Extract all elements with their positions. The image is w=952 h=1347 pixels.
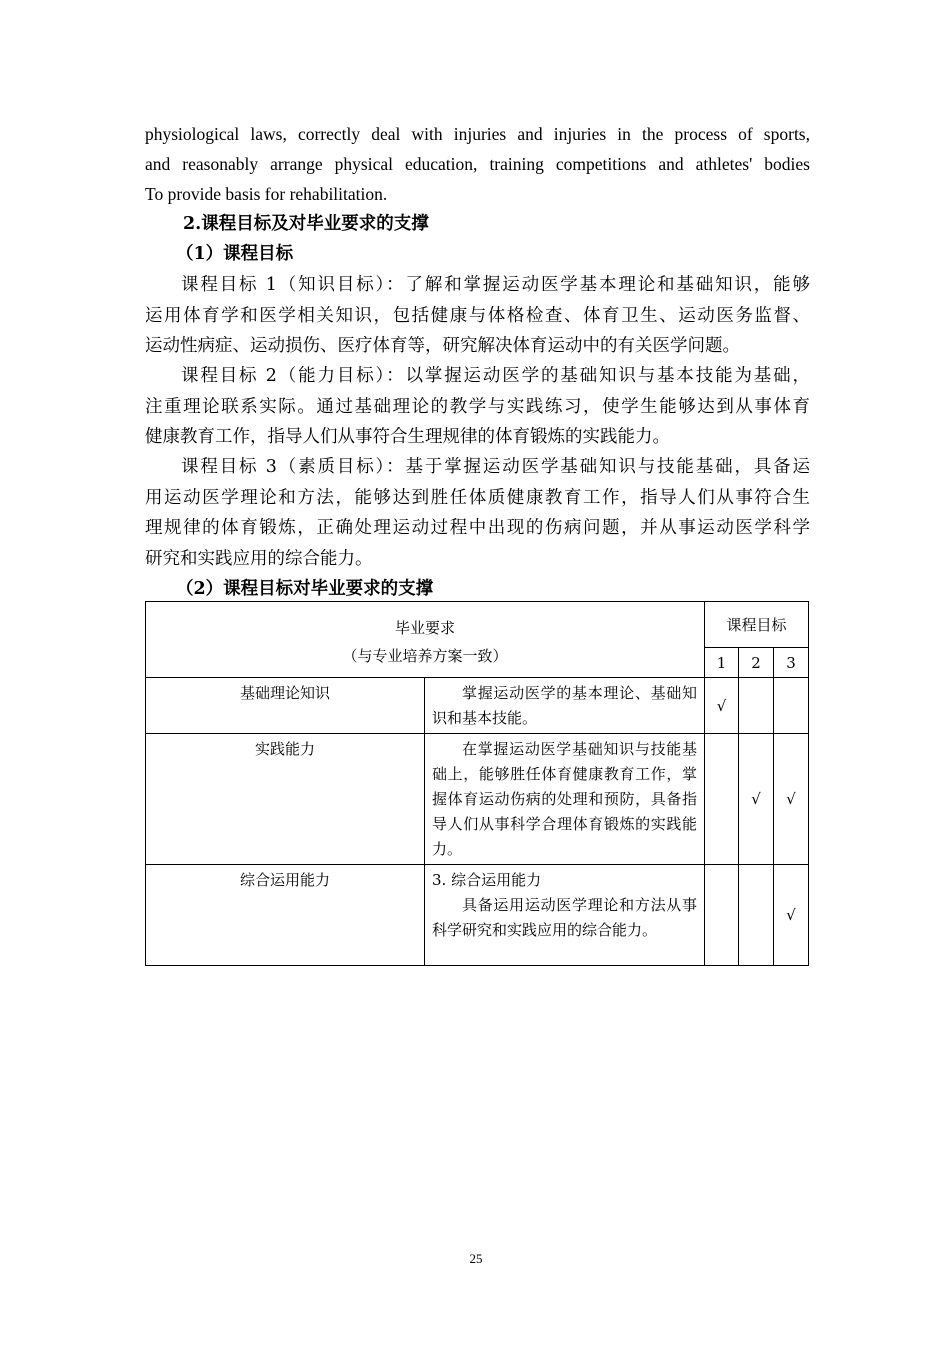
check-mark: √: [739, 734, 774, 865]
requirement-desc: 在掌握运动医学基础知识与技能基础上，能够胜任体育健康教育工作，掌握体育运动伤病的处理和预防，具备指导人们从事科学合理体育锻炼的实践能力。: [432, 740, 698, 858]
table-row: [146, 734, 809, 865]
req-header-note: （与专业培养方案一致）: [342, 647, 508, 665]
req-header: 毕业要求: [395, 619, 456, 637]
section-heading: 2.课程目标及对毕业要求的支撑: [183, 214, 429, 234]
goal-header: 课程目标: [705, 602, 809, 648]
check-mark: [705, 865, 739, 966]
goal-2-paragraph: [145, 361, 810, 453]
table-row: [146, 865, 809, 966]
english-paragraph: [145, 119, 810, 209]
goal-1-paragraph: [145, 270, 810, 362]
goal-1-line: 运用体育学和医学相关知识，包括健康与体格检查、体育卫生、运动医务监督、: [145, 305, 810, 326]
requirement-desc: 具备运用运动医学理论和方法从事科学研究和实践应用的综合能力。: [432, 896, 698, 939]
req-header-cell: [146, 602, 705, 678]
check-mark: √: [774, 734, 809, 865]
requirement-name: 基础理论知识: [146, 678, 425, 734]
goal-number: 2: [739, 648, 774, 678]
goal-2-line: 健康教育工作，指导人们从事符合生理规律的体育锻炼的实践能力。: [145, 427, 670, 447]
check-mark: √: [705, 678, 739, 734]
goal-3-line: 研究和实践应用的综合能力。: [145, 548, 373, 569]
goal-1-line: 运动性病症、运动损伤、医疗体育等，研究解决体育运动中的有关医学问题。: [145, 336, 740, 356]
requirement-desc-cell: [425, 734, 705, 865]
goal-2-line: 注重理论联系实际。通过基础理论的教学与实践练习，使学生能够达到从事体育: [145, 396, 810, 417]
table-row: [146, 678, 809, 734]
requirement-desc: 掌握运动医学的基本理论、基础知识和基本技能。: [432, 684, 698, 727]
check-mark: √: [774, 865, 809, 966]
check-mark: [774, 678, 809, 734]
check-mark: [739, 678, 774, 734]
goal-3-line: 课程目标 3（素质目标）：基于掌握运动医学基础知识与技能基础，具备运: [181, 457, 810, 477]
goal-1-line: 课程目标 1（知识目标）：了解和掌握运动医学基本理论和基础知识，能够: [181, 275, 810, 295]
goal-3-line: 用运动医学理论和方法，能够达到胜任体质健康教育工作，指导人们从事符合生: [145, 487, 810, 508]
english-line: physiological laws, correctly deal with injuries and injuries in the process of sports,: [145, 124, 810, 144]
goal-3-line: 理规律的体育锻炼，正确处理运动过程中出现的伤病问题，并从事运动医学科学: [145, 518, 810, 538]
subsection-heading-goals: （1）课程目标: [176, 244, 294, 264]
check-mark: [705, 734, 739, 865]
subsection-heading-support: （2）课程目标对毕业要求的支撑: [176, 579, 434, 599]
page-number: 25: [469, 1251, 483, 1266]
goal-2-line: 课程目标 2（能力目标）：以掌握运动医学的基础知识与基本技能为基础，: [181, 366, 810, 386]
goal-number: 3: [774, 648, 809, 678]
requirement-prefix: 3. 综合运用能力: [432, 871, 542, 889]
goal-number: 1: [705, 648, 739, 678]
english-line: and reasonably arrange physical education, training competitions and athletes' bodies: [145, 154, 810, 174]
requirement-desc-cell: [425, 865, 705, 966]
requirement-name: 综合运用能力: [146, 865, 425, 966]
requirement-name: 实践能力: [146, 734, 425, 865]
english-line: To provide basis for rehabilitation.: [145, 184, 388, 204]
check-mark: [739, 865, 774, 966]
goal-3-paragraph: [145, 452, 810, 574]
requirement-desc-cell: [425, 678, 705, 734]
support-table: [145, 601, 809, 966]
